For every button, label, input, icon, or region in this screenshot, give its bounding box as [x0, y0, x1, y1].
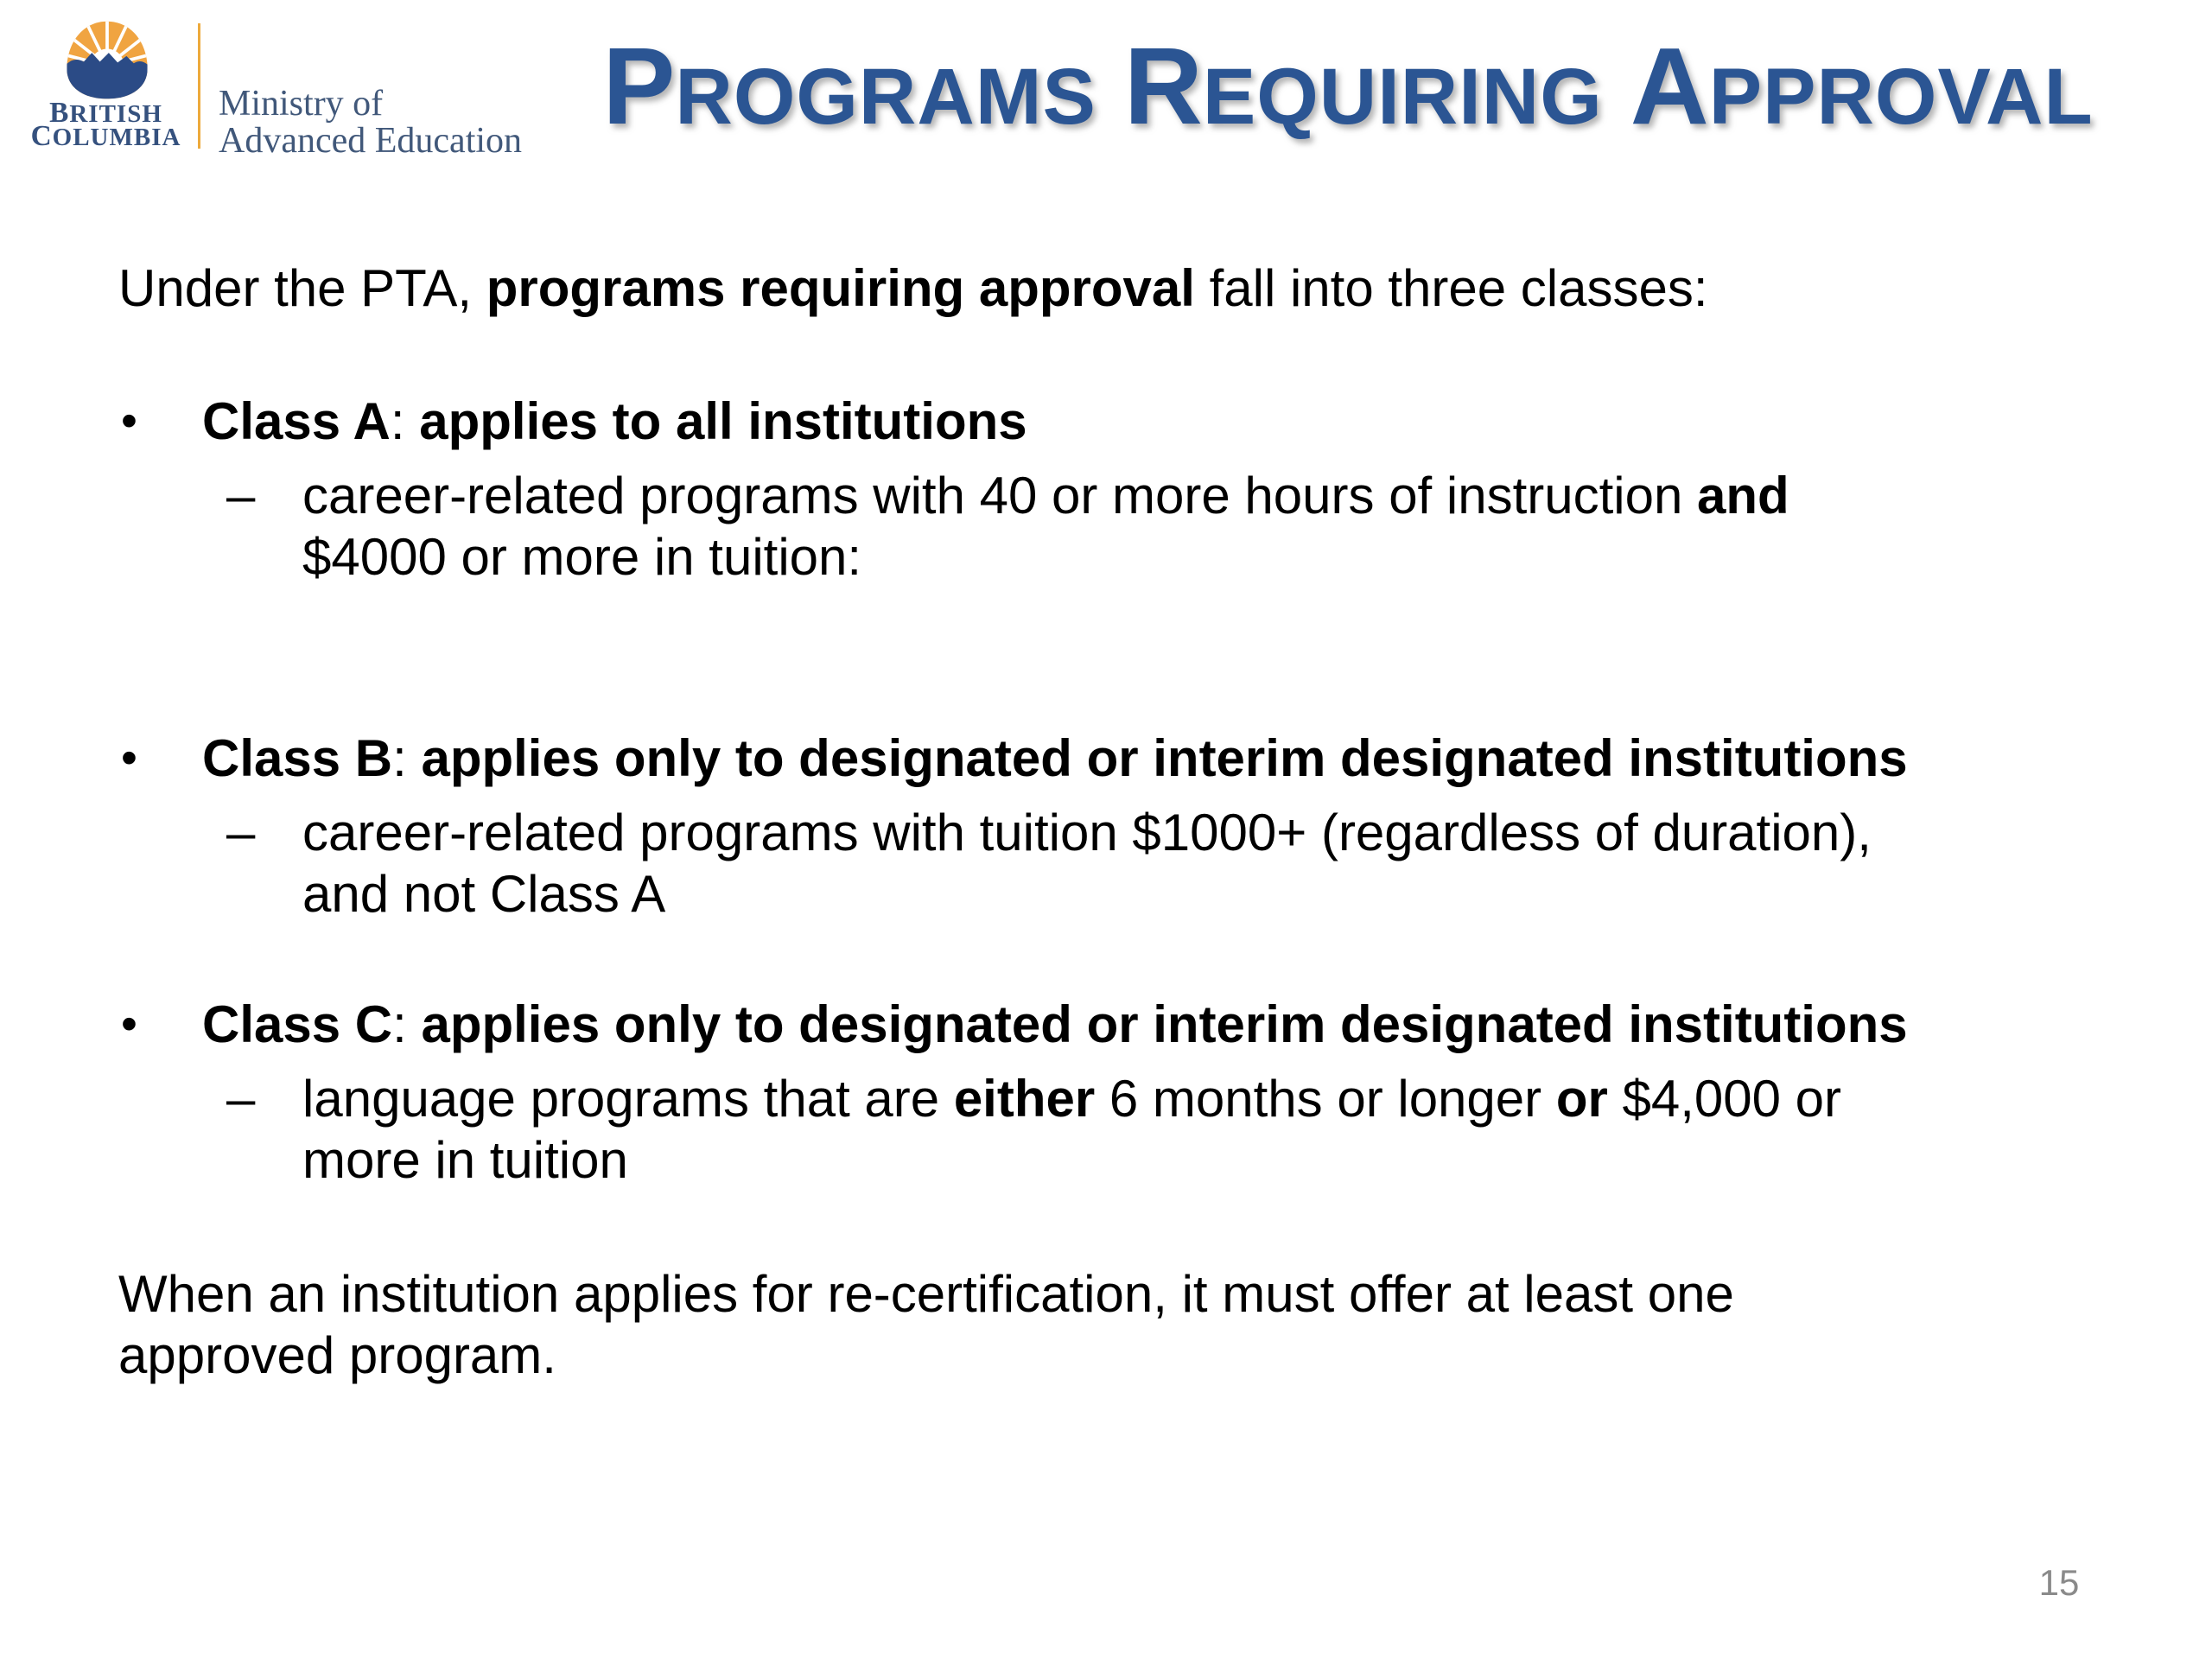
slide-title: [484, 26, 2212, 175]
bullet-marker: •: [121, 732, 137, 784]
bc-sunrise-crest-icon: [48, 19, 167, 103]
title-word-3: APPROVAL: [1630, 25, 2094, 147]
bullet-heading-class-c: Class C: applies only to designated or interim designated institutions: [202, 995, 1908, 1053]
logo-divider: [198, 23, 200, 149]
ministry-line2: Advanced Education: [219, 121, 523, 161]
ministry-name: [219, 86, 522, 160]
dash-marker: –: [226, 1070, 256, 1128]
sub-bullet-text-class-c: language programs that are either 6 months or longer or $4,000 or more in tuition: [302, 1070, 1842, 1189]
title-word-2: REQUIRING: [1123, 25, 1603, 147]
dash-marker: –: [226, 467, 256, 524]
ministry-line1: Ministry of: [219, 84, 384, 124]
closing-paragraph: When an institution applies for re-certification, it must offer at least one approved program.: [118, 1265, 1734, 1384]
bullet-item-class-c: [121, 994, 2160, 1055]
bc-wordmark: [17, 97, 194, 152]
bullet-heading-class-b: Class B: applies only to designated or interim designated institutions: [202, 729, 1908, 787]
sub-bullet-text-class-a: career-related programs with 40 or more hours of instruction and $4000 or more in tuition:: [302, 467, 1789, 586]
bc-wordmark-line2: COLUMBIA: [30, 120, 181, 152]
sub-bullet-class-a: [226, 465, 2162, 588]
sub-bullet-class-c: [226, 1068, 2162, 1191]
bullet-item-class-b: [121, 728, 2160, 789]
intro-paragraph: Under the PTA, programs requiring approval fall into three classes:: [118, 259, 1708, 317]
bullet-heading-class-a: Class A: applies to all institutions: [202, 392, 1027, 450]
title-word-1: PROGRAMS: [602, 25, 1096, 147]
sub-bullet-class-b: [226, 802, 2162, 925]
bc-wordmark-line1: BRITISH: [49, 97, 162, 129]
sub-bullet-text-class-b: career-related programs with tuition $1000+ (regardless of duration), and not Class A: [302, 804, 1872, 923]
bullet-item-class-a: [121, 391, 2160, 452]
bullet-marker: •: [121, 998, 137, 1050]
page-number: 15: [2038, 1562, 2080, 1603]
bullet-marker: •: [121, 395, 137, 447]
dash-marker: –: [226, 804, 256, 861]
